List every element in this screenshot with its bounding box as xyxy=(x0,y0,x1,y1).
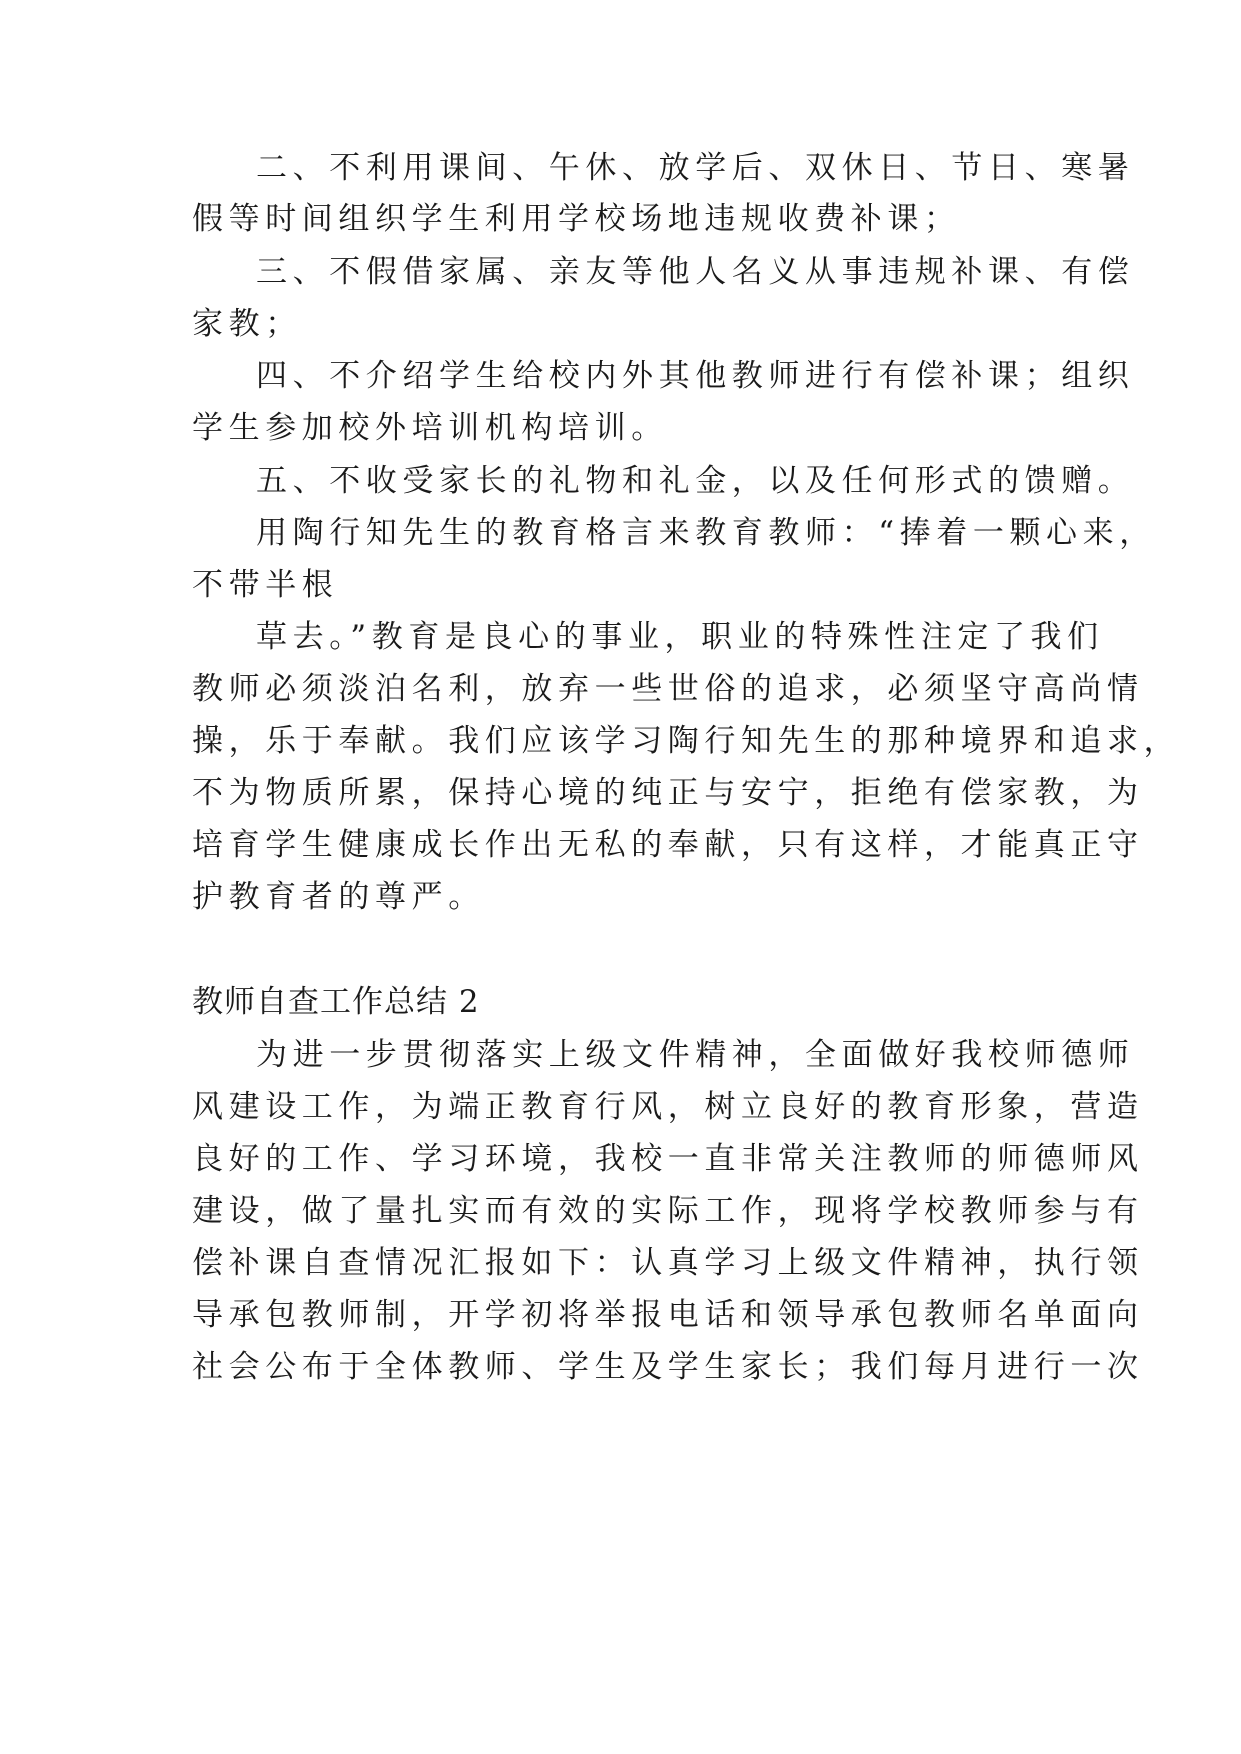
paragraph-6-line-2: 教师必须淡泊名利，放弃一些世俗的追求，必须坚守高尚情 xyxy=(192,671,1144,707)
section-paragraph-line-4: 建设，做了量扎实而有效的实际工作，现将学校教师参与有 xyxy=(192,1193,1144,1229)
paragraph-6-line-4: 不为物质所累，保持心境的纯正与安宁，拒绝有偿家教，为 xyxy=(192,775,1144,811)
section-paragraph-line-6: 导承包教师制，开学初将举报电话和领导承包教师名单面向 xyxy=(192,1297,1144,1333)
paragraph-1-line-1: 二、不利用课间、午休、放学后、双休日、节日、寒暑 xyxy=(256,150,1135,186)
section-paragraph-line-3: 良好的工作、学习环境，我校一直非常关注教师的师德师风 xyxy=(192,1141,1144,1177)
paragraph-5-line-1: 用陶行知先生的教育格言来教育教师：“捧着一颗心来， xyxy=(256,515,1156,551)
section-paragraph-line-1: 为进一步贯彻落实上级文件精神，全面做好我校师德师 xyxy=(256,1037,1135,1073)
paragraph-4-line-1: 五、不收受家长的礼物和礼金，以及任何形式的馈赠。 xyxy=(256,463,1135,499)
paragraph-6-line-6: 护教育者的尊严。 xyxy=(192,879,485,915)
paragraph-6-line-3: 操，乐于奉献。我们应该学习陶行知先生的那种境界和追求， xyxy=(192,723,1181,759)
paragraph-6-line-5: 培育学生健康成长作出无私的奉献，只有这样，才能真正守 xyxy=(192,827,1144,863)
section-title: 教师自查工作总结 2 xyxy=(192,984,480,1020)
paragraph-3-line-2: 学生参加校外培训机构培训。 xyxy=(192,410,668,446)
paragraph-2-line-2: 家教； xyxy=(192,306,302,342)
paragraph-3-line-1: 四、不介绍学生给校内外其他教师进行有偿补课；组织 xyxy=(256,358,1135,394)
section-paragraph-line-2: 风建设工作，为端正教育行风，树立良好的教育形象，营造 xyxy=(192,1089,1144,1125)
section-paragraph-line-7: 社会公布于全体教师、学生及学生家长；我们每月进行一次 xyxy=(192,1349,1144,1385)
paragraph-5-line-2: 不带半根 xyxy=(192,567,339,603)
paragraph-1-line-2: 假等时间组织学生利用学校场地违规收费补课； xyxy=(192,201,961,237)
section-paragraph-line-5: 偿补课自查情况汇报如下：认真学习上级文件精神，执行领 xyxy=(192,1245,1144,1281)
paragraph-2-line-1: 三、不假借家属、亲友等他人名义从事违规补课、有偿 xyxy=(256,254,1135,290)
paragraph-6-line-1: 草去。”教育是良心的事业，职业的特殊性注定了我们 xyxy=(256,619,1104,655)
